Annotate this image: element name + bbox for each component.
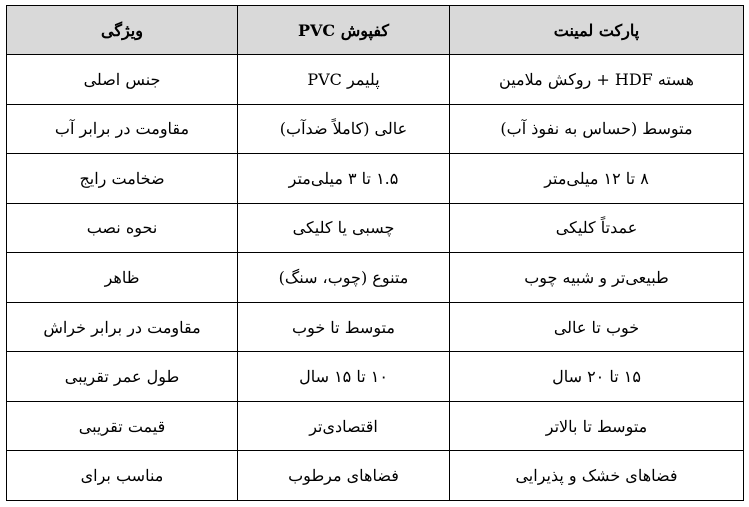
table-row <box>7 104 744 154</box>
cell-feature: ظاهر <box>7 253 238 303</box>
cell-feature: جنس اصلی <box>7 55 238 105</box>
table-row <box>7 203 744 253</box>
cell-feature: طول عمر تقریبی <box>7 352 238 402</box>
comparison-table-container <box>6 5 743 501</box>
table-row <box>7 451 744 501</box>
cell-pvc: ۱.۵ تا ۳ میلی‌متر <box>238 154 450 204</box>
cell-laminate: متوسط تا بالاتر <box>450 401 744 451</box>
header-feature: ویژگی <box>7 6 238 55</box>
cell-pvc: ۱۰ تا ۱۵ سال <box>238 352 450 402</box>
table-row <box>7 55 744 105</box>
cell-laminate: فضاهای خشک و پذیرایی <box>450 451 744 501</box>
cell-laminate: طبیعی‌تر و شبیه چوب <box>450 253 744 303</box>
cell-laminate: ۱۵ تا ۲۰ سال <box>450 352 744 402</box>
comparison-table <box>6 5 744 501</box>
cell-feature: مناسب برای <box>7 451 238 501</box>
header-row <box>7 6 744 55</box>
cell-laminate: هسته HDF + روکش ملامین <box>450 55 744 105</box>
header-laminate: پارکت لمینت <box>450 6 744 55</box>
cell-laminate: خوب تا عالی <box>450 302 744 352</box>
table-row <box>7 302 744 352</box>
cell-pvc: پلیمر PVC <box>238 55 450 105</box>
cell-feature: مقاومت در برابر آب <box>7 104 238 154</box>
cell-laminate: عمدتاً کلیکی <box>450 203 744 253</box>
table-row <box>7 154 744 204</box>
table-row <box>7 401 744 451</box>
cell-pvc: چسبی یا کلیکی <box>238 203 450 253</box>
cell-laminate: ۸ تا ۱۲ میلی‌متر <box>450 154 744 204</box>
cell-feature: قیمت تقریبی <box>7 401 238 451</box>
cell-laminate: متوسط (حساس به نفوذ آب) <box>450 104 744 154</box>
cell-pvc: فضاهای مرطوب <box>238 451 450 501</box>
cell-pvc: عالی (کاملاً ضدآب) <box>238 104 450 154</box>
header-pvc: کفپوش PVC <box>238 6 450 55</box>
table-row <box>7 253 744 303</box>
cell-pvc: اقتصادی‌تر <box>238 401 450 451</box>
cell-feature: نحوه نصب <box>7 203 238 253</box>
cell-pvc: متنوع (چوب، سنگ) <box>238 253 450 303</box>
cell-feature: مقاومت در برابر خراش <box>7 302 238 352</box>
cell-feature: ضخامت رایج <box>7 154 238 204</box>
table-row <box>7 352 744 402</box>
cell-pvc: متوسط تا خوب <box>238 302 450 352</box>
